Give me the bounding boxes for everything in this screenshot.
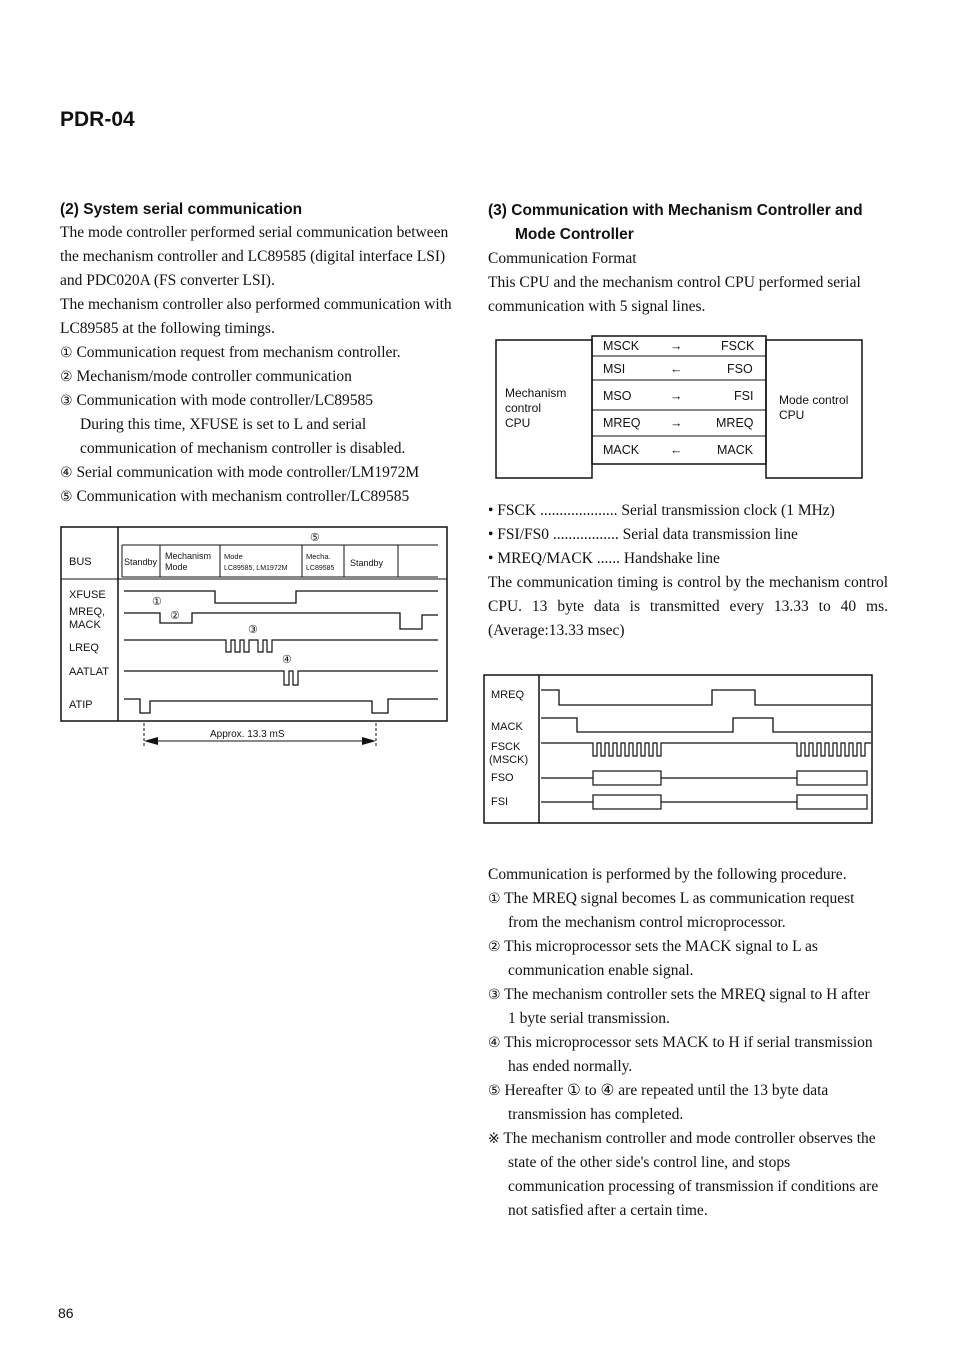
left-paragraph: The mode controller performed serial communication between the mechanism controller and LC89585 (digital interface LSI) and PDC020A (FS converter LSI). — [60, 224, 449, 289]
timing-item: ④ Serial communication with mode controller/LM1972M — [60, 464, 420, 481]
row-label-mreq: MREQ, — [69, 606, 106, 618]
signal-msck: MSCK — [603, 339, 640, 353]
signal-definitions — [488, 499, 888, 643]
marker-4: ④ — [282, 654, 292, 666]
signal-mso: MSO — [603, 389, 632, 403]
arrow-left: ← — [670, 443, 683, 457]
procedure-step: ④ This microprocessor sets MACK to H if serial transmission has ended normally. — [488, 1034, 873, 1075]
handshake-timing-diagram — [483, 674, 875, 828]
definition-item: • FSCK .................... Serial transmission clock (1 MHz) — [488, 502, 835, 519]
marker-2: ② — [170, 610, 180, 622]
procedure — [488, 863, 880, 1223]
procedure-intro: Communication is performed by the following procedure. — [488, 866, 847, 883]
row-label-fsi: FSI — [491, 796, 509, 808]
definition-item: • MREQ/MACK ...... Handshake line — [488, 550, 720, 567]
page-title: PDR-04 — [60, 108, 135, 131]
signal-mack: MACK — [603, 443, 640, 457]
page-number: 86 — [58, 1305, 74, 1321]
comm-format-label: Communication Format — [488, 250, 637, 267]
row-label-mack: MACK — [491, 721, 523, 733]
section-heading-system-serial: (2) System serial communication — [60, 201, 303, 218]
approx-label: Approx. 13.3 mS — [210, 729, 285, 740]
marker-1: ① — [152, 596, 162, 608]
svg-text:control: control — [505, 401, 542, 415]
timing-item: ① Communication request from mechanism controller. — [60, 344, 401, 361]
svg-text:CPU: CPU — [779, 408, 805, 422]
procedure-step: ② This microprocessor sets the MACK signal to L as communication enable signal. — [488, 938, 818, 979]
signal-msi: MSI — [603, 362, 626, 376]
timing-description: The communication timing is control by the mechanism control CPU. 13 byte data is transmitted every 13.33 to 40 ms. (Average:13.33 msec) — [488, 574, 888, 639]
bus-cell-mode-2: Mode — [224, 552, 243, 561]
row-label-atip: ATIP — [69, 699, 93, 711]
timing-item: ③ Communication with mode controller/LC89585 — [60, 392, 374, 409]
comm-format-intro: This CPU and the mechanism control CPU performed serial communication with 5 signal lines. — [488, 274, 861, 315]
bus-cell-lc89585: LC89585 — [306, 565, 335, 572]
signal-fsi: FSI — [734, 389, 754, 403]
row-label-aatlat: AATLAT — [69, 666, 109, 678]
system-timing-diagram — [60, 525, 450, 755]
row-label-msck: (MSCK) — [489, 754, 529, 766]
bus-cell-mecha: Mecha. — [306, 552, 331, 561]
signal-fso: FSO — [727, 362, 753, 376]
left-body — [60, 221, 452, 509]
signal-mack-2: MACK — [717, 443, 754, 457]
timing-item: ② Mechanism/mode controller communication — [60, 368, 352, 385]
bus-cell-standby-2: Standby — [350, 558, 384, 568]
procedure-step: ① The MREQ signal becomes L as communication request from the mechanism control microprocessor. — [488, 890, 855, 931]
signal-block-diagram — [494, 334, 866, 484]
procedure-note: ※ The mechanism controller and mode controller observes the state of the other side's control line, and stops communication processing of transmission if conditions are not satisfied after a certain time. — [488, 1130, 879, 1219]
left-paragraph: The mechanism controller also performed communication with LC89585 at the following timings. — [60, 296, 452, 337]
signal-mreq: MREQ — [603, 416, 641, 430]
arrow-left: ← — [670, 362, 683, 376]
row-label-fsck: FSCK — [491, 741, 521, 753]
row-label-mack: MACK — [69, 619, 101, 631]
svg-text:CPU: CPU — [505, 416, 531, 430]
arrow-right: → — [670, 416, 683, 430]
bus-cell-mechanism: Mechanism — [165, 551, 212, 561]
timing-note: During this time, XFUSE is set to L and serial communication of mechanism controller is disabled. — [80, 416, 406, 457]
row-label-bus: BUS — [69, 556, 92, 568]
mech-cpu-label: Mechanism — [505, 386, 567, 400]
row-label-mreq: MREQ — [491, 689, 524, 701]
section-heading-mechanism-comm: (3) Communication with Mechanism Controller and Mode Controller — [488, 202, 863, 243]
bus-cell-standby: Standby — [124, 557, 158, 567]
arrow-right: → — [670, 389, 683, 403]
signal-fsck: FSCK — [721, 339, 755, 353]
row-label-fso: FSO — [491, 772, 514, 784]
row-label-lreq: LREQ — [69, 642, 99, 654]
procedure-step: ⑤ Hereafter ① to ④ are repeated until the 13 byte data transmission has completed. — [488, 1082, 829, 1123]
definition-item: • FSI/FS0 ................. Serial data transmission line — [488, 526, 798, 543]
mode-cpu-label: Mode control — [779, 393, 849, 407]
marker-3: ③ — [248, 624, 258, 636]
row-label-xfuse: XFUSE — [69, 589, 106, 601]
arrow-right: → — [670, 339, 683, 353]
signal-mreq-2: MREQ — [716, 416, 754, 430]
bus-cell-lc-lm: LC89585, LM1972M — [224, 565, 288, 572]
procedure-step: ③ The mechanism controller sets the MREQ signal to H after 1 byte serial transmission. — [488, 986, 870, 1027]
marker-5: ⑤ — [310, 532, 320, 544]
timing-item: ⑤ Communication with mechanism controller/LC89585 — [60, 488, 410, 505]
bus-cell-mode: Mode — [165, 562, 188, 572]
right-intro — [488, 247, 878, 319]
